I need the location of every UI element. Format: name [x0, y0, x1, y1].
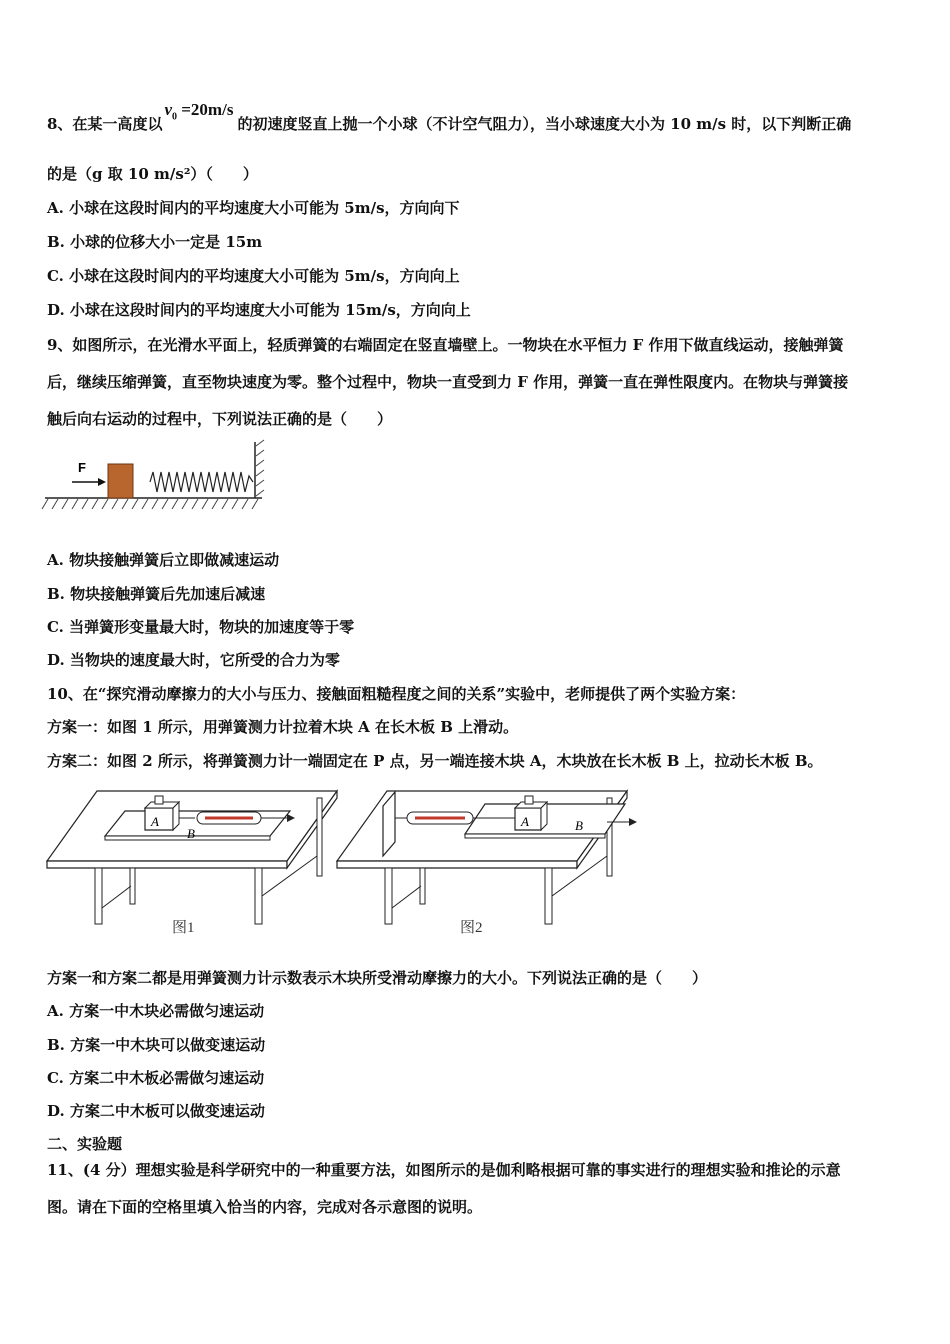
q8-option-c: C. 小球在这段时间内的平均速度大小可能为 5m/s，方向向上: [47, 267, 460, 285]
q10-question: 方案一和方案二都是用弹簧测力计示数表示木块所受滑动摩擦力的大小。下列说法正确的是（ ）: [47, 969, 708, 987]
fig1-caption: 图1: [172, 920, 195, 936]
fig2-label-a: A: [521, 814, 529, 829]
q8-stem-pre: 8、在某一高度以: [47, 115, 163, 133]
formula-v: v: [164, 100, 172, 119]
q9-option-c: C. 当弹簧形变量最大时，物块的加速度等于零: [47, 618, 355, 636]
q9-option-b: B. 物块接触弹簧后先加速后减速: [47, 585, 266, 603]
q9-stem-line2: 后，继续压缩弹簧，直至物块速度为零。整个过程中，物块一直受到力 F 作用，弹簧一直在弹性限度内。在物块与弹簧接: [47, 373, 849, 391]
q11-stem-line1: 11、(4 分）理想实验是科学研究中的一种重要方法，如图所示的是伽利略根据可靠的事实进行的理想实验和推论的示意: [47, 1161, 841, 1179]
q8-stem-post: 的初速度竖直上抛一个小球（不计空气阻力），当小球速度大小为 10 m/s 时，以下判断正确: [237, 115, 852, 133]
force-label: F: [78, 460, 86, 475]
q11-stem-line2: 图。请在下面的空格里填入恰当的内容，完成对各示意图的说明。: [47, 1198, 483, 1216]
q10-figure-2: [335, 786, 645, 936]
q10-option-a: A. 方案一中木块必需做匀速运动: [47, 1002, 265, 1020]
q10-stem-line2: 方案一：如图 1 所示，用弹簧测力计拉着木块 A 在长木板 B 上滑动。: [47, 718, 519, 736]
q10-stem-line1: 10、在“探究滑动摩擦力的大小与压力、接触面粗糙程度之间的关系”实验中，老师提供了两个实验方案：: [47, 685, 746, 703]
fig2-label-b: B: [575, 818, 583, 833]
formula-eq: =20m/s: [177, 100, 234, 119]
q8-stem-line2: 的是（g 取 10 m/s²）（ ）: [47, 165, 258, 183]
q9-option-a: A. 物块接触弹簧后立即做减速运动: [47, 551, 280, 569]
fig1-label-a: A: [151, 814, 159, 829]
q8-option-d: D. 小球在这段时间内的平均速度大小可能为 15m/s，方向向上: [47, 301, 471, 319]
q10-option-d: D. 方案二中木板可以做变速运动: [47, 1102, 265, 1120]
q8-stem-line1: [47, 100, 907, 141]
q10-option-b: B. 方案一中木块可以做变速运动: [47, 1036, 266, 1054]
q9-spring-figure: [40, 436, 270, 516]
q10-option-c: C. 方案二中木板必需做匀速运动: [47, 1069, 265, 1087]
q10-figure-1: [45, 786, 345, 936]
q9-stem-line1: 9、如图所示，在光滑水平面上，轻质弹簧的右端固定在竖直墙壁上。一物块在水平恒力 F 作用下做直线运动，接触弹簧: [47, 336, 844, 354]
q8-option-b: B. 小球的位移大小一定是 15m: [47, 233, 263, 251]
q9-option-d: D. 当物块的速度最大时，它所受的合力为零: [47, 651, 340, 669]
q9-stem-line3: 触后向右运动的过程中，下列说法正确的是（ ）: [47, 410, 393, 428]
q8-option-a: A. 小球在这段时间内的平均速度大小可能为 5m/s，方向向下: [47, 199, 460, 217]
q10-stem-line3: 方案二：如图 2 所示，将弹簧测力计一端固定在 P 点，另一端连接木块 A，木块放在长木板 B 上，拉动长木板 B。: [47, 752, 823, 770]
section-title: 二、实验题: [47, 1135, 123, 1153]
formula-sub: 0: [172, 111, 177, 123]
fig1-label-b: B: [187, 826, 195, 841]
fig2-caption: 图2: [460, 920, 483, 936]
q8-formula: [164, 100, 233, 127]
